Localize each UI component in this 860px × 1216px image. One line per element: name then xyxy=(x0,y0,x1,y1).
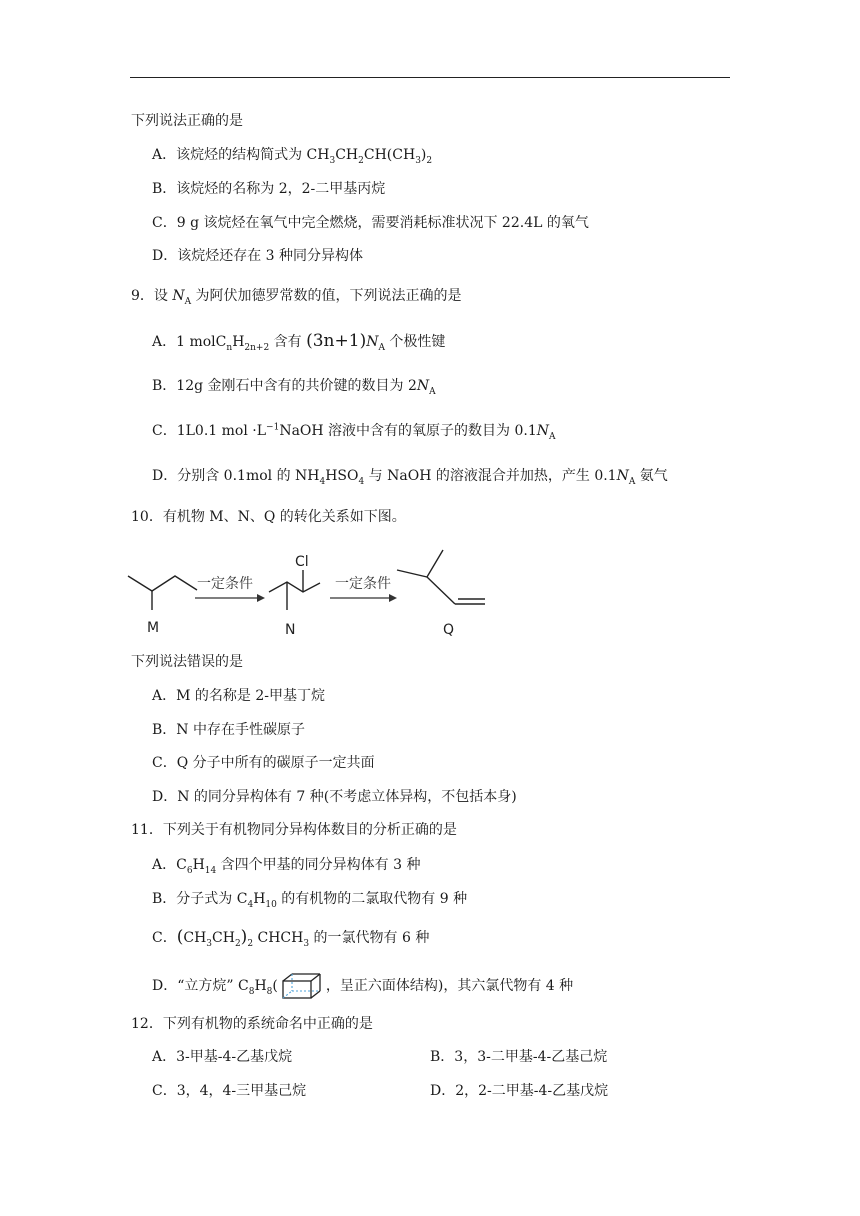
q9-option-b: B．12g 金刚石中含有的共价键的数目为 $2N_A$ xyxy=(152,378,436,397)
q10-reaction-scheme xyxy=(125,548,505,638)
q12-stem: 12．下列有机物的系统命名中正确的是 xyxy=(131,1016,373,1032)
q8-option-b: B．该烷烃的名称为 2，2-二甲基丙烷 xyxy=(152,181,386,197)
chlorine-label: Cl xyxy=(295,554,309,570)
q9-option-a: A．1 $molC_nH_{2n+2}$ 含有 $(3n+1)N_A$ 个极性键 xyxy=(152,331,446,353)
header-rule xyxy=(130,77,730,78)
q10-option-b: B．N 中存在手性碳原子 xyxy=(152,722,305,738)
label-m: M xyxy=(147,620,160,636)
q8-option-c: C．9 g 该烷烃在氧气中完全燃烧，需要消耗标准状况下 22.4L 的氧气 xyxy=(152,215,589,231)
q9-stem: 9．设 $N_A$ 为阿伏加德罗常数的值，下列说法正确的是 xyxy=(131,288,462,307)
q8-stem: 下列说法正确的是 xyxy=(131,113,243,129)
q8-option-d: D．该烷烃还存在 3 种同分异构体 xyxy=(152,248,364,264)
q12-option-c: C．3，4，4-三甲基己烷 xyxy=(152,1083,307,1099)
cubane-icon xyxy=(280,972,324,1000)
q12-option-a: A．3-甲基-4-乙基戊烷 xyxy=(152,1049,293,1065)
q10-option-d: D．N 的同分异构体有 7 种(不考虑立体异构，不包括本身) xyxy=(152,789,517,805)
molecule-n-skeleton xyxy=(269,582,320,592)
molecule-m-skeleton xyxy=(128,576,197,591)
q10-option-a: A．M 的名称是 2-甲基丁烷 xyxy=(152,688,325,704)
molecule-q-chain xyxy=(427,577,455,604)
q11-option-d: D．“立方烷” $C_8H_8$( ，呈正六面体结构)，其六氯代物有 4 种 xyxy=(152,972,573,1000)
arrow2-head xyxy=(389,594,397,602)
arrow2-label: 一定条件 xyxy=(335,576,391,592)
q10-substem: 下列说法错误的是 xyxy=(131,654,243,670)
q8-option-a: A．该烷烃的结构简式为 $CH_3CH_2CH(CH_3)_2$ xyxy=(152,147,433,166)
q12-option-b: B．3，3-二甲基-4-乙基己烷 xyxy=(430,1049,608,1065)
q9-option-d: D．分别含 0.1mol 的 $NH_4HSO_4$ 与 NaOH 的溶液混合并加热，产生 $0.1N_A$ 氨气 xyxy=(152,468,668,487)
q11-option-a: A．$C_6H_{14}$ 含四个甲基的同分异构体有 3 种 xyxy=(152,857,421,876)
molecule-q-skeleton xyxy=(397,550,443,577)
q11-option-c: C．$(CH_3CH_2)_2$ $CHCH_3$ 的一氯代物有 6 种 xyxy=(152,927,430,949)
q9-option-c: C．1L0.1 mol $\cdot L^{-1}NaOH$ 溶液中含有的氧原子的数目为 $0.1N_A$ xyxy=(152,422,556,442)
q10-option-c: C．Q 分子中所有的碳原子一定共面 xyxy=(152,755,375,771)
q10-stem: 10．有机物 M、N、Q 的转化关系如下图。 xyxy=(131,509,406,525)
q12-option-d: D．2，2-二甲基-4-乙基戊烷 xyxy=(430,1083,609,1099)
q11-stem: 11．下列关于有机物同分异构体数目的分析正确的是 xyxy=(131,822,457,838)
label-q: Q xyxy=(443,622,455,638)
q11-option-b: B．分子式为 $C_4H_{10}$ 的有机物的二氯取代物有 9 种 xyxy=(152,891,468,910)
arrow1-label: 一定条件 xyxy=(197,576,253,592)
label-n: N xyxy=(285,622,296,638)
arrow1-head xyxy=(257,594,265,602)
